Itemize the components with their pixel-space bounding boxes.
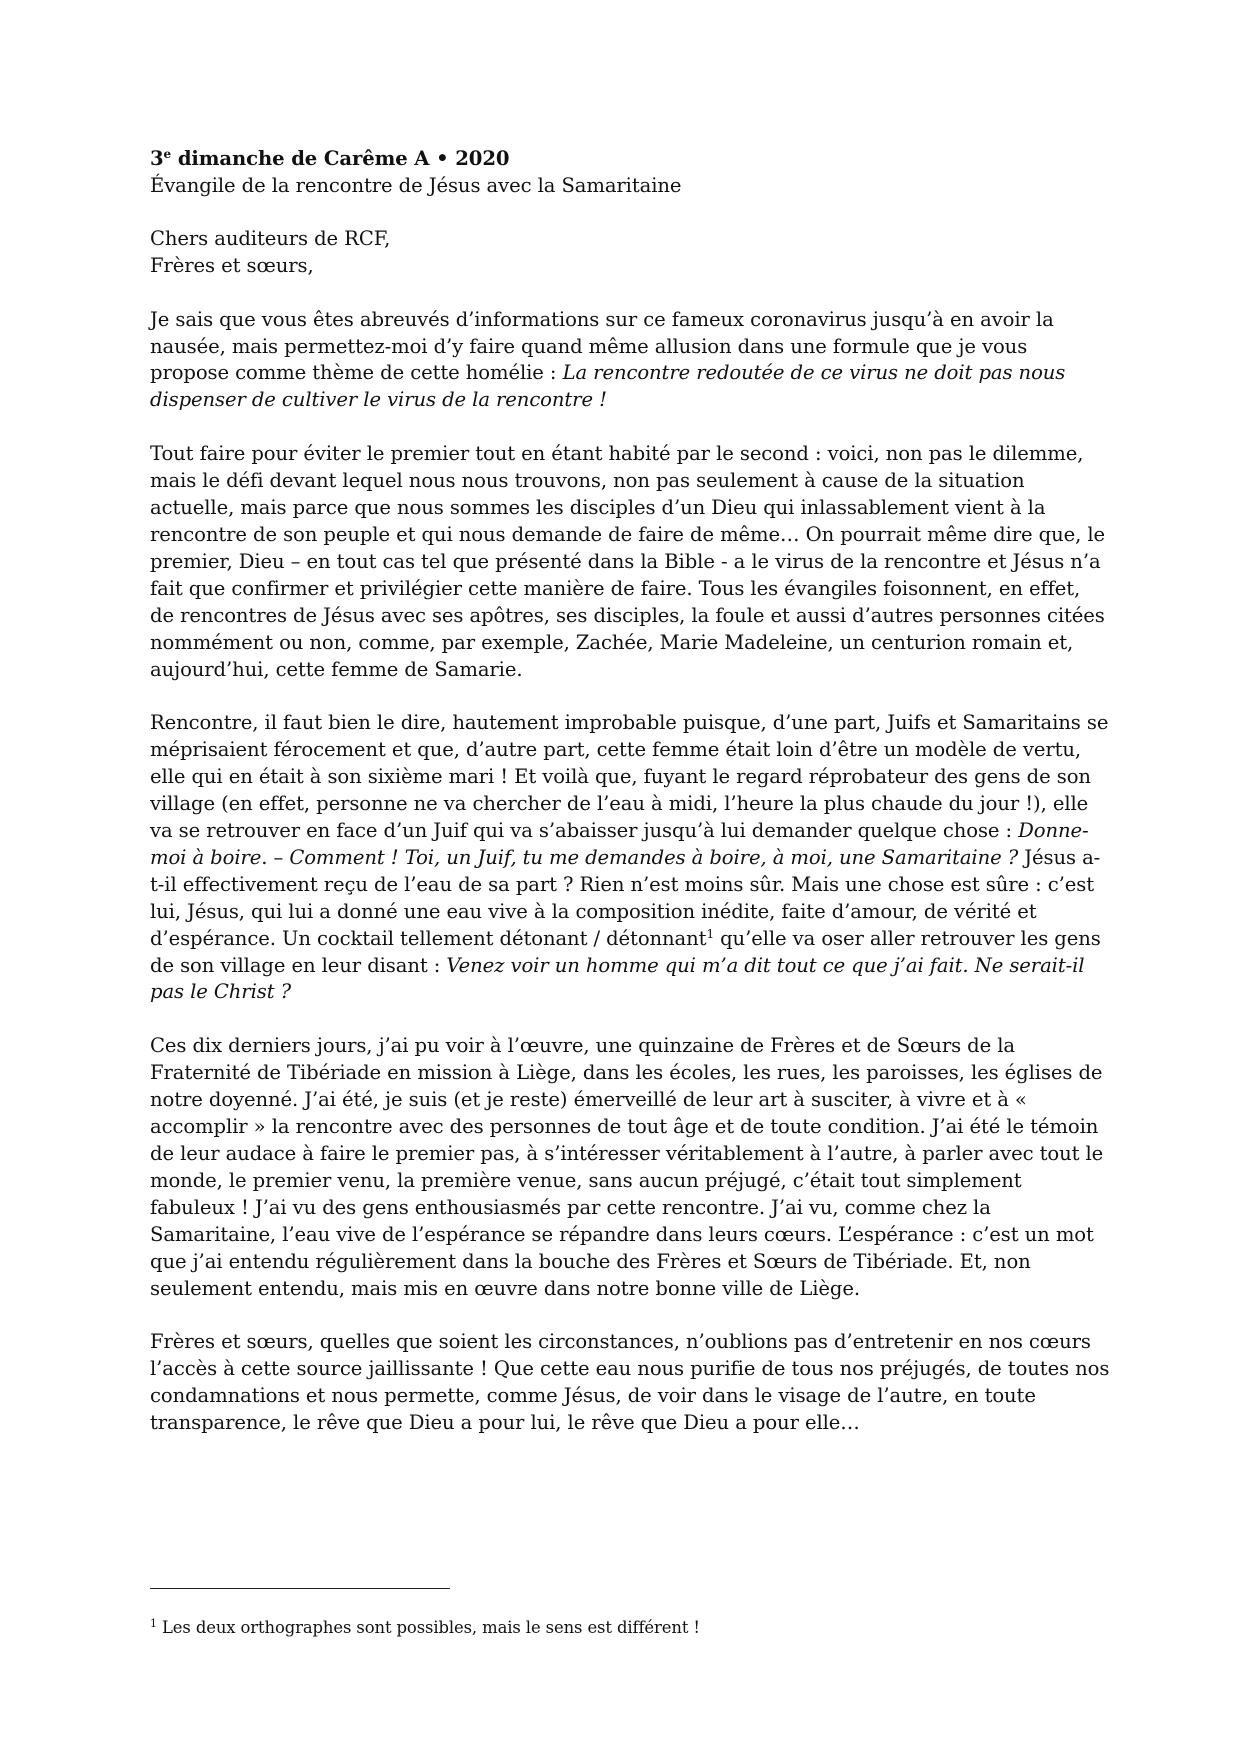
- homily-body: [150, 146, 1110, 1437]
- footnote-text: Les deux orthographes sont possibles, mais le sens est différent !: [156, 1618, 700, 1638]
- paragraph-3-quote-2: Comment ! Toi, un Juif, tu me demandes à boire, à moi, une Samaritaine ?: [289, 845, 1019, 869]
- paragraph-1-text: Je sais que vous êtes abreuvés d’informations sur ce fameux coronavirus jusqu’à en avoir la nausée, mais permettez-moi d’y faire quand même allusion dans une formule que je vous propose comme thème de cette homélie :: [150, 307, 1054, 385]
- salutation-line-1: Chers auditeurs de RCF,: [150, 226, 391, 250]
- paragraph-1: [150, 307, 1110, 415]
- paragraph-3-text-c: Jésus a-t-il effectivement reçu de l’eau de sa part ? Rien n’est moins sûr. Mais une chose est sûre : c’est lui, Jésus, qui lui a donné une eau vive à la composition inédite, faite d’amour, de vérité et d’espérance. Un cocktail tellement détonant / détonnant: [150, 845, 1101, 950]
- footnote-number: 1: [150, 1617, 157, 1631]
- paragraph-3-text-a: Rencontre, il faut bien le dire, hautement improbable puisque, d’une part, Juifs et Samaritains se méprisaient férocement et que, d’autre part, cette femme était loin d’être un modèle de vertu, elle qui en était à son sixième mari ! Et voilà que, fuyant le regard réprobateur des gens de son village (en effet, personne ne va chercher de l’eau à midi, l’heure la plus chaude du jour !), elle va se retrouver en face d’un Juif qui va s’abaisser jusqu’à lui demander quelque chose :: [150, 711, 1109, 843]
- title-superscript: e: [163, 147, 172, 161]
- paragraph-2: Tout faire pour éviter le premier tout en étant habité par le second : voici, non pas le dilemme, mais le défi devant lequel nous nous trouvons, non pas seulement à cause de la situation actuelle, mais parce que nous sommes les disciples d’un Dieu qui inlassablement vient à la rencontre de son peuple et qui nous demande de faire de même… On pourrait même dire que, le premier, Dieu – en tout cas tel que présenté dans la Bible - a le virus de la rencontre et Jésus n’a fait que confirmer et privilégier cette manière de faire. Tous les évangiles foisonnent, en effet, de rencontres de Jésus avec ses apôtres, ses disciples, la foule et aussi d’autres personnes citées nommément ou non, comme, par exemple, Zachée, Marie Madeleine, un centurion romain et, aujourd’hui, cette femme de Samarie.: [150, 442, 1106, 681]
- paragraph-4: Ces dix derniers jours, j’ai pu voir à l’œuvre, une quinzaine de Frères et de Sœurs de la Fraternité de Tibériade en mission à Liège, dans les écoles, les rues, les paroisses, les églises de notre doyenné. J’ai été, je suis (et je reste) émerveillé de leur art à susciter, à vivre et à « accomplir » la rencontre avec des personnes de tout âge et de toute condition. J’ai été le témoin de leur audace à faire le premier pas, à s’intéresser véritablement à l’autre, à parler avec tout le monde, le premier venu, la première venue, sans aucun préjugé, c’était tout simplement fabuleux ! J’ai vu des gens enthousiasmés par cette rencontre. J’ai vu, comme chez la Samaritaine, l’eau vive de l’espérance se répandre dans leurs cœurs. L’espérance : c’est un mot que j’ai entendu régulièrement dans la bouche des Frères et Sœurs de Tibériade. Et, non seulement entendu, mais mis en œuvre dans notre bonne ville de Liège.: [150, 1034, 1104, 1300]
- title-number: 3: [150, 147, 164, 170]
- paragraph-3-quote-3: Venez voir un homme qui m’a dit tout ce que j’ai fait. Ne serait-il pas le Christ ?: [150, 953, 1085, 1004]
- paragraph-3-text-b: . –: [261, 845, 290, 869]
- footnote-divider: [150, 1588, 450, 1589]
- paragraph-1-italic: La rencontre redoutée de ce virus ne doit pas nous dispenser de cultiver le virus de la rencontre !: [150, 361, 1066, 412]
- title-text: dimanche de Carême A • 2020: [171, 147, 510, 170]
- subtitle: Évangile de la rencontre de Jésus avec la Samaritaine: [150, 173, 682, 197]
- page-title: [150, 146, 1110, 173]
- salutation-line-2: Frères et sœurs,: [150, 253, 314, 277]
- footnote: [150, 1617, 1110, 1639]
- paragraph-3-quote-1: Donne-moi à boire: [150, 819, 1089, 869]
- footnote-reference: 1: [706, 926, 714, 941]
- paragraph-3-text-d: qu’elle va oser aller retrouver les gens de son village en leur disant :: [150, 926, 1101, 977]
- paragraph-3: [150, 710, 1110, 1006]
- paragraph-5: Frères et sœurs, quelles que soient les circonstances, n’oublions pas d’entretenir en nos cœurs l’accès à cette source jaillissante ! Que cette eau nous purifie de tous nos préjugés, de toutes nos condamnations et nous permette, comme Jésus, de voir dans le visage de l’autre, en toute transparence, le rêve que Dieu a pour lui, le rêve que Dieu a pour elle…: [150, 1330, 1110, 1435]
